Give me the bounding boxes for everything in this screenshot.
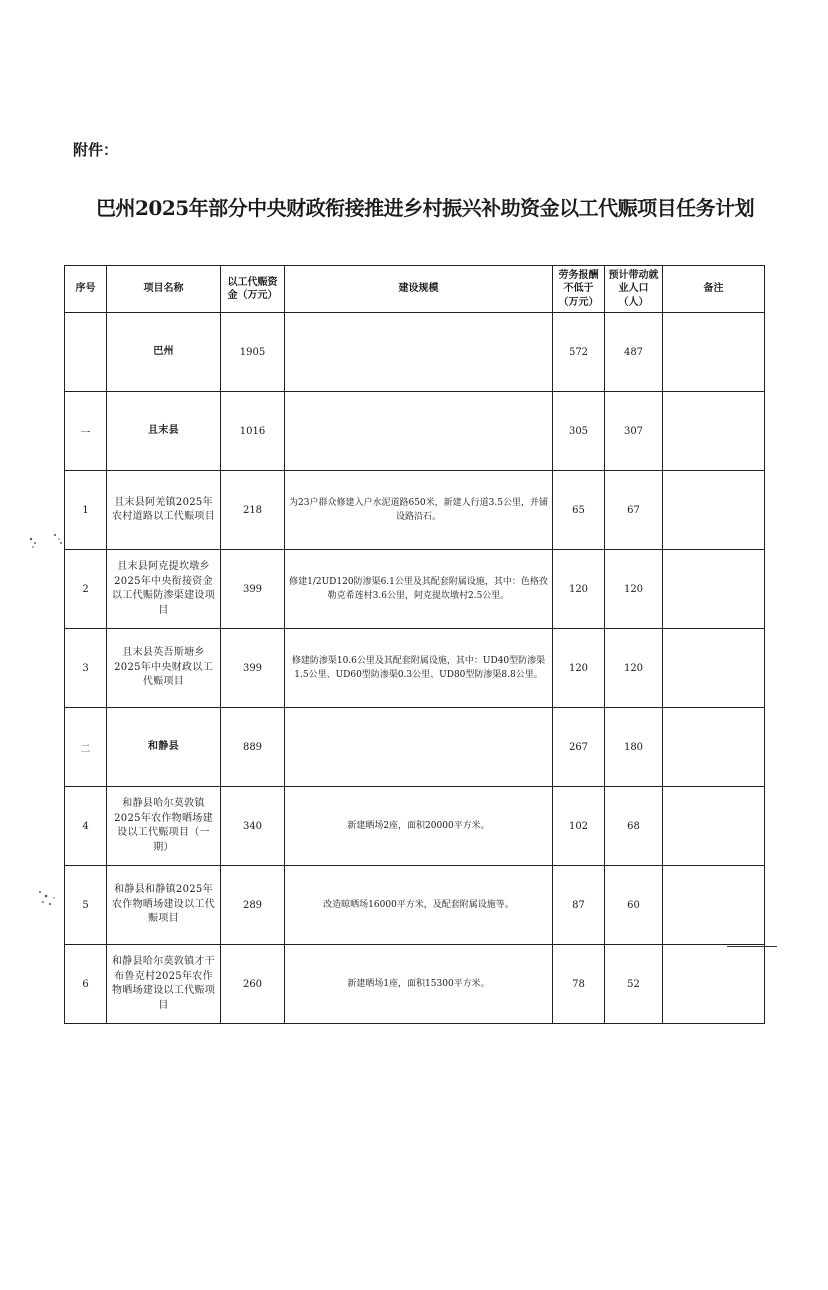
row-project-name: 和静县哈尔莫敦镇2025年农作物晒场建设以工代赈项目（一期） <box>107 787 221 866</box>
row-labor: 267 <box>553 708 605 787</box>
row-project-name: 且末县 <box>107 392 221 471</box>
header-labor-line2: 不低于 <box>563 283 594 295</box>
header-index: 序号 <box>65 266 107 313</box>
row-fund: 1016 <box>221 392 285 471</box>
table-row <box>65 550 765 629</box>
row-labor: 102 <box>553 787 605 866</box>
row-index: 5 <box>65 866 107 945</box>
row-index: 1 <box>65 471 107 550</box>
row-scope <box>285 392 553 471</box>
scan-speck-marks <box>25 525 75 555</box>
row-remark <box>663 550 765 629</box>
row-scope: 修建1/2UD120防渗渠6.1公里及其配套附属设施，其中：色格孜勒克希莲村3.6公里，阿克提坎墩村2.5公里。 <box>285 550 553 629</box>
header-name: 项目名称 <box>107 266 221 313</box>
header-jobs-line1: 预计带动就 <box>608 269 659 281</box>
row-labor: 78 <box>553 945 605 1024</box>
row-jobs: 120 <box>605 629 663 708</box>
row-index: 4 <box>65 787 107 866</box>
table-row <box>65 392 765 471</box>
row-fund: 1905 <box>221 313 285 392</box>
row-remark <box>663 471 765 550</box>
document-title: 巴州2025年部分中央财政衔接推进乡村振兴补助资金以工代赈项目任务计划 <box>96 196 755 220</box>
row-index: 6 <box>65 945 107 1024</box>
row-scope <box>285 313 553 392</box>
row-labor: 572 <box>553 313 605 392</box>
header-jobs <box>605 266 663 313</box>
row-fund: 260 <box>221 945 285 1024</box>
attachment-label: 附件： <box>73 141 119 159</box>
row-labor: 120 <box>553 629 605 708</box>
row-labor: 87 <box>553 866 605 945</box>
row-jobs: 52 <box>605 945 663 1024</box>
header-jobs-line2: 业人口 <box>618 283 649 295</box>
row-remark <box>663 629 765 708</box>
row-fund: 340 <box>221 787 285 866</box>
header-fund <box>221 266 285 313</box>
table-row <box>65 313 765 392</box>
header-remark: 备注 <box>663 266 765 313</box>
row-index: 2 <box>65 550 107 629</box>
row-fund: 289 <box>221 866 285 945</box>
row-fund: 399 <box>221 550 285 629</box>
row-index <box>65 313 107 392</box>
table-row <box>65 787 765 866</box>
row-remark <box>663 708 765 787</box>
row-project-name: 和静县哈尔莫敦镇才干布鲁克村2025年农作物晒场建设以工代赈项目 <box>107 945 221 1024</box>
row-fund: 889 <box>221 708 285 787</box>
row-project-name: 和静县 <box>107 708 221 787</box>
row-scope <box>285 708 553 787</box>
header-scope: 建设规模 <box>285 266 553 313</box>
table-row <box>65 708 765 787</box>
scan-speck-marks-lower <box>34 884 64 914</box>
scan-margin-line <box>727 946 777 947</box>
project-plan-table <box>64 265 765 1024</box>
row-scope: 新建晒场2座，面积20000平方米。 <box>285 787 553 866</box>
row-project-name: 和静县和静镇2025年农作物晒场建设以工代赈项目 <box>107 866 221 945</box>
header-fund-line2: 金（万元） <box>227 290 278 301</box>
header-fund-line1: 以工代赈资 <box>227 276 278 288</box>
row-remark <box>663 945 765 1024</box>
row-jobs: 68 <box>605 787 663 866</box>
table-row <box>65 945 765 1024</box>
row-scope: 为23户群众修建入户水泥道路650米，新建人行道3.5公里，并铺设路沿石。 <box>285 471 553 550</box>
row-jobs: 180 <box>605 708 663 787</box>
row-fund: 399 <box>221 629 285 708</box>
row-project-name: 且末县英吾斯塘乡2025年中央财政以工代赈项目 <box>107 629 221 708</box>
header-jobs-line3: （人） <box>618 296 649 308</box>
row-remark <box>663 392 765 471</box>
row-remark <box>663 313 765 392</box>
row-project-name: 巴州 <box>107 313 221 392</box>
row-scope: 改造晾晒场16000平方米，及配套附属设施等。 <box>285 866 553 945</box>
row-labor: 65 <box>553 471 605 550</box>
header-labor-line1: 劳务报酬 <box>558 269 599 281</box>
row-index: 3 <box>65 629 107 708</box>
table-header-row <box>65 266 765 313</box>
row-fund: 218 <box>221 471 285 550</box>
header-labor <box>553 266 605 313</box>
table-row <box>65 629 765 708</box>
row-remark <box>663 866 765 945</box>
table-row <box>65 866 765 945</box>
row-labor: 305 <box>553 392 605 471</box>
header-labor-line3: （万元） <box>558 296 599 308</box>
row-jobs: 307 <box>605 392 663 471</box>
table-row <box>65 471 765 550</box>
row-jobs: 60 <box>605 866 663 945</box>
row-labor: 120 <box>553 550 605 629</box>
row-jobs: 487 <box>605 313 663 392</box>
row-jobs: 120 <box>605 550 663 629</box>
row-project-name: 且末县阿克提坎墩乡2025年中央衔接资金以工代赈防渗渠建设项目 <box>107 550 221 629</box>
row-project-name: 且末县阿羌镇2025年农村道路以工代赈项目 <box>107 471 221 550</box>
row-index: 一 <box>65 392 107 471</box>
row-remark <box>663 787 765 866</box>
row-scope: 新建晒场1座，面积15300平方米。 <box>285 945 553 1024</box>
row-jobs: 67 <box>605 471 663 550</box>
row-index: 二 <box>65 708 107 787</box>
row-scope: 修建防渗渠10.6公里及其配套附属设施，其中：UD40型防渗渠1.5公里、UD60型防渗渠0.3公里、UD80型防渗渠8.8公里。 <box>285 629 553 708</box>
